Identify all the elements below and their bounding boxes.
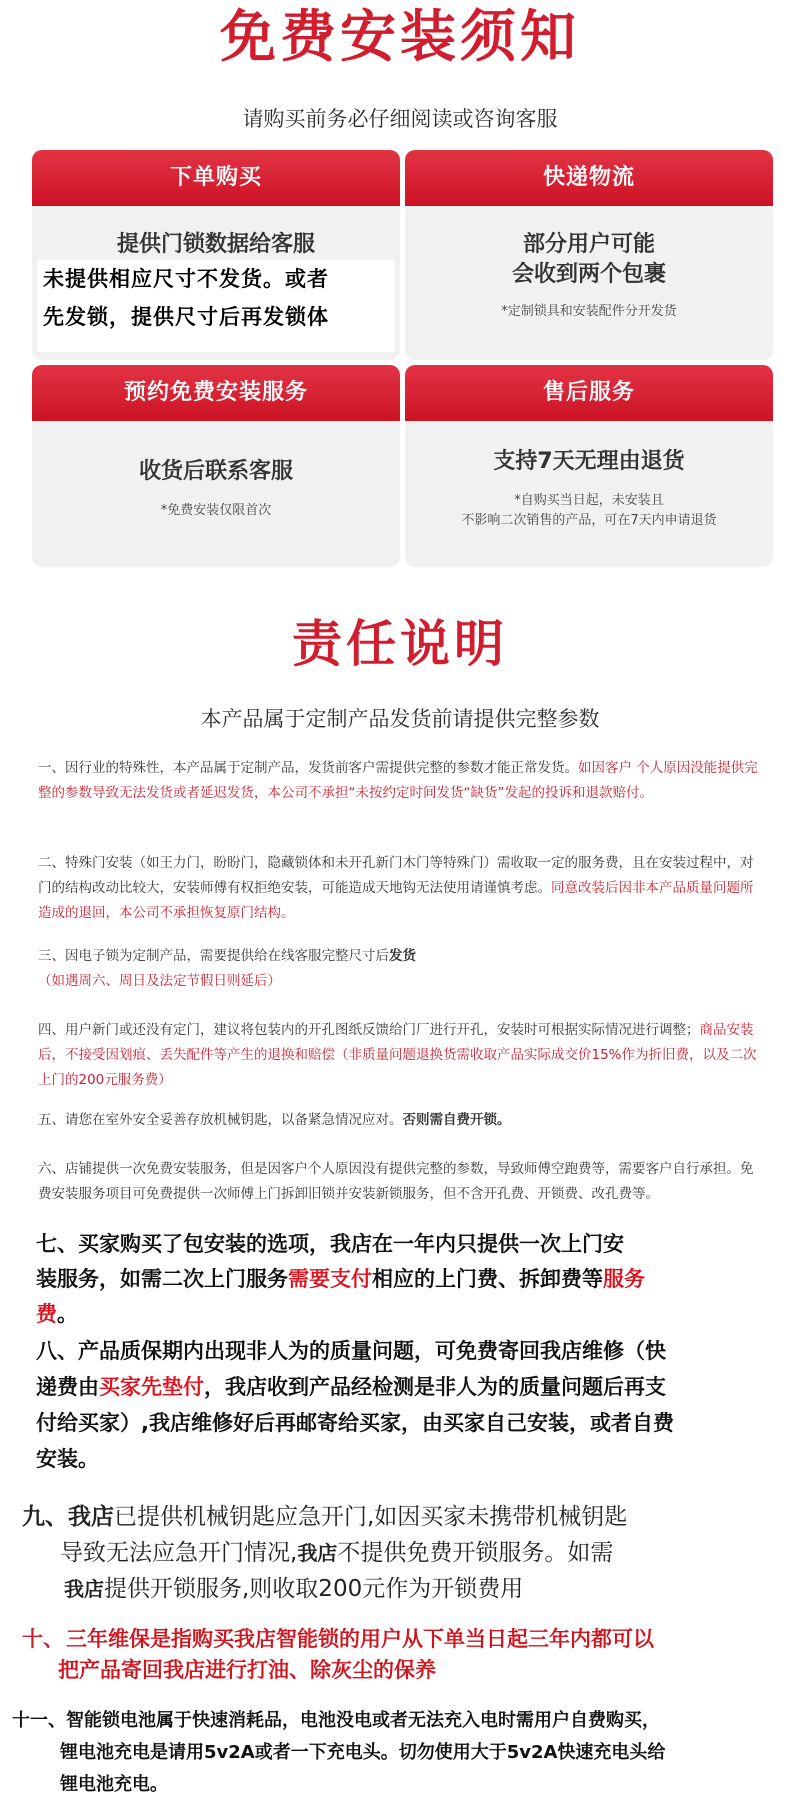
clause-9-text-2: 导致无法应急开门情况,	[60, 1540, 298, 1566]
clause-11-line-3: 锂电池充电。	[60, 1774, 168, 1795]
clause-9-text-1: 已提供机械钥匙应急开门,如因买家未携带机械钥匙	[114, 1504, 628, 1530]
clause-7-line-3	[36, 1297, 78, 1331]
clause-9-line-2	[60, 1536, 780, 1571]
card-install-note: *免费安装仅限首次	[160, 503, 272, 518]
clause-9-store-3: 我店	[64, 1577, 104, 1601]
clause-7-text-c: 。	[57, 1302, 78, 1326]
clause-2-text: 二、特殊门安装（如王力门，盼盼门，隐藏锁体和未开孔新门木门等特殊门）需收取一定的服务费，且在安装过程中，对门的结构改动比较大，安装师傅有权拒绝安装，可能造成天地钩无法使用请谨慎考虑。	[38, 855, 754, 896]
card-aftersales-head: 售后服务	[405, 365, 773, 421]
clause-9-line-3	[64, 1572, 780, 1607]
card-install-main: 收货后联系客服	[138, 459, 293, 484]
notice-title: 免费安装须知	[220, 5, 580, 70]
clause-8-line-1: 八、产品质保期内出现非人为的质量问题，可免费寄回我店维修（快	[36, 1339, 666, 1363]
clause-4-red: 商品安装后，不接受因划痕、丢失配件等产生的退换和赔偿（非质量问题退换货需收取产品实际成交价15%作为折旧费，以及二次上门的200元服务费）	[38, 1022, 757, 1088]
clause-6: 六、店铺提供一次免费安装服务，但是因客户个人原因没有提供完整的参数，导致师傅空跑费等，需要客户自行承担。免费安装服务项目可免费提供一次师傅上门拆卸旧锁并安装新锁服务，但不含开孔费、开锁费、改孔费等。	[38, 1161, 754, 1202]
clause-5-bold: 否则需自费开锁。	[402, 1112, 511, 1128]
clause-9-store-1: 我店	[68, 1504, 114, 1530]
clause-7-red-b: 服务	[603, 1267, 645, 1291]
clause-8-red: 买家先垫付	[99, 1375, 204, 1399]
card-order-overlay-line-1: 未提供相应尺寸不发货。或者	[43, 266, 329, 291]
clause-10-num: 十、	[22, 1627, 64, 1651]
card-shipping-main-2: 会收到两个包裹	[511, 262, 666, 287]
card-order-overlay	[37, 260, 395, 352]
card-order-main: 提供门锁数据给客服	[116, 232, 315, 257]
card-install	[32, 365, 400, 567]
card-install-head: 预约免费安装服务	[32, 365, 400, 421]
notice-subtitle: 请购买前务必仔细阅读或咨询客服	[242, 107, 558, 131]
card-shipping-note: *定制锁具和安装配件分开发货	[501, 304, 677, 319]
card-order	[32, 150, 400, 360]
card-aftersales-main: 支持7天无理由退货	[493, 449, 685, 474]
clause-11-line-1: 十一、智能锁电池属于快速消耗品，电池没电或者无法充入电时需用户自费购买，	[12, 1710, 660, 1731]
card-shipping-main-1: 部分用户可能	[522, 232, 655, 257]
clause-9-text-3: 不提供免费开锁服务。如需	[337, 1540, 614, 1566]
clause-7-text-b: 相应的上门费、拆卸费等	[372, 1267, 603, 1291]
clause-2-red: 同意改装后因非本产品质量问题所造成的退回，本公司不承担恢复原门结构。	[38, 880, 754, 921]
clause-8-line-3: 付给买家）,我店维修好后再邮寄给买家，由买家自己安装，或者自费	[36, 1411, 674, 1435]
liability-subtitle: 本产品属于定制产品发货前请提供完整参数	[200, 707, 600, 731]
clause-7-line-1: 七、买家购买了包安装的选项，我店在一年内只提供一次上门安	[36, 1232, 624, 1256]
card-order-head: 下单购买	[32, 150, 400, 206]
clause-4-text: 四、用户新门或还没有定门，建议将包装内的开孔图纸反馈给门厂进行开孔，安装时可根据实际情况进行调整；	[38, 1022, 700, 1038]
clause-10-line-2: 把产品寄回我店进行打油、除灰尘的保养	[58, 1658, 436, 1682]
clause-1-red: 如因客户 个人原因没能提供完整的参数导致无法发货或者延迟发货，本公司不承担“未按约定时间发货“缺货”发起的投诉和退款赔付。	[38, 760, 758, 801]
clause-3	[38, 944, 758, 994]
clause-1-text: 一、因行业的特殊性，本产品属于定制产品，发货前客户需提供完整的参数才能正常发货。	[38, 760, 578, 776]
clause-7-text-a: 装服务，如需二次上门服务	[36, 1267, 288, 1291]
clause-9-store-2: 我店	[297, 1541, 338, 1565]
clause-5-text: 五、请您在室外安全妥善存放机械钥匙，以备紧急情况应对。	[38, 1112, 403, 1128]
clause-4	[38, 1018, 758, 1093]
clause-2	[38, 851, 758, 926]
clause-7-line-2	[36, 1262, 645, 1296]
clause-7-red-c: 费	[36, 1302, 57, 1326]
clause-9-line-1	[22, 1500, 782, 1535]
clause-3-bold: 发货	[389, 948, 416, 964]
card-aftersales	[405, 365, 773, 567]
clause-5	[38, 1108, 758, 1133]
clause-8-text-a: 递费由	[36, 1375, 99, 1399]
clause-1	[38, 756, 758, 806]
card-shipping	[405, 150, 773, 360]
card-order-overlay-line-2: 先发锁，提供尺寸后再发锁体	[43, 304, 329, 329]
clause-7-red-a: 需要支付	[288, 1267, 372, 1291]
clause-3-red: （如遇周六、周日及法定节假日则延后）	[38, 973, 281, 989]
clause-9-num: 九、	[22, 1504, 68, 1530]
card-shipping-head: 快递物流	[405, 150, 773, 206]
clause-9-text-4: 提供开锁服务,则收取200元作为开锁费用	[104, 1576, 524, 1602]
clause-8-text-b: ，我店收到产品经检测是非人为的质量问题后再支	[204, 1375, 666, 1399]
clause-3-text: 三、因电子锁为定制产品，需要提供给在线客服完整尺寸后	[38, 948, 389, 964]
clause-11-line-2: 锂电池充电是请用5v2A或者一下充电头。切勿使用大于5v2A快速充电头给	[60, 1742, 666, 1763]
card-aftersales-note-2: 不影响二次销售的产品，可在7天内申请退货	[461, 513, 717, 528]
card-aftersales-note-1: *自购买当日起，未安装且	[514, 493, 664, 508]
clause-10-line-1: 三年维保是指购买我店智能锁的用户从下单当日起三年内都可以	[66, 1627, 654, 1651]
clause-8-line-2	[36, 1370, 666, 1404]
clause-8-line-4: 安装。	[36, 1447, 99, 1471]
liability-title: 责任说明	[292, 615, 508, 673]
